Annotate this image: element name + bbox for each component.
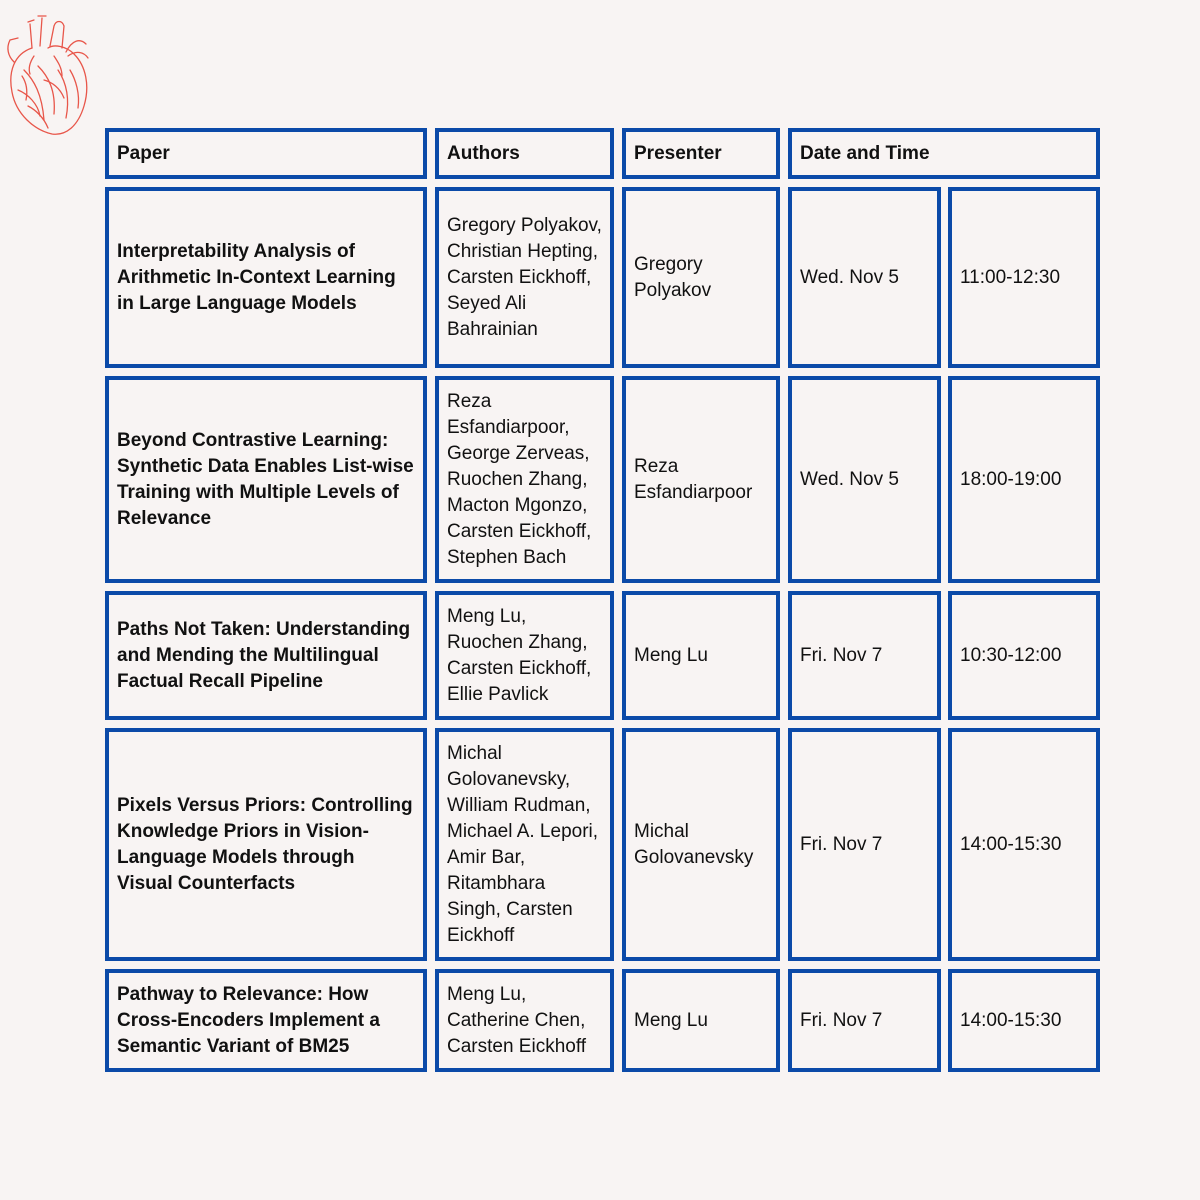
row4-authors: Michal Golovanevsky, William Rudman, Michael A. Lepori, Amir Bar, Ritambhara Singh, Carsten Eickhoff <box>435 728 614 961</box>
header-presenter: Presenter <box>622 128 780 179</box>
row1-date: Wed. Nov 5 <box>788 187 941 368</box>
row4-time: 14:00-15:30 <box>948 728 1100 961</box>
anatomical-heart-icon <box>4 10 90 136</box>
row2-authors: Reza Esfandiarpoor, George Zerveas, Ruochen Zhang, Macton Mgonzo, Carsten Eickhoff, Stephen Bach <box>435 376 614 583</box>
row1-time: 11:00-12:30 <box>948 187 1100 368</box>
row3-paper: Paths Not Taken: Understanding and Mending the Multilingual Factual Recall Pipeline <box>105 591 427 720</box>
row2-presenter: Reza Esfandiarpoor <box>622 376 780 583</box>
row5-date: Fri. Nov 7 <box>788 969 941 1072</box>
row1-paper: Interpretability Analysis of Arithmetic In-Context Learning in Large Language Models <box>105 187 427 368</box>
row5-time: 14:00-15:30 <box>948 969 1100 1072</box>
row4-paper: Pixels Versus Priors: Controlling Knowledge Priors in Vision-Language Models through Visual Counterfacts <box>105 728 427 961</box>
row4-date: Fri. Nov 7 <box>788 728 941 961</box>
row2-time: 18:00-19:00 <box>948 376 1100 583</box>
header-paper: Paper <box>105 128 427 179</box>
row5-presenter: Meng Lu <box>622 969 780 1072</box>
row1-presenter: Gregory Polyakov <box>622 187 780 368</box>
header-authors: Authors <box>435 128 614 179</box>
row3-presenter: Meng Lu <box>622 591 780 720</box>
row3-date: Fri. Nov 7 <box>788 591 941 720</box>
row3-time: 10:30-12:00 <box>948 591 1100 720</box>
row1-authors: Gregory Polyakov, Christian Hepting, Carsten Eickhoff, Seyed Ali Bahrainian <box>435 187 614 368</box>
row5-authors: Meng Lu, Catherine Chen, Carsten Eickhoff <box>435 969 614 1072</box>
row3-authors: Meng Lu, Ruochen Zhang, Carsten Eickhoff, Ellie Pavlick <box>435 591 614 720</box>
row5-paper: Pathway to Relevance: How Cross-Encoders Implement a Semantic Variant of BM25 <box>105 969 427 1072</box>
header-date-time: Date and Time <box>788 128 1100 179</box>
row2-date: Wed. Nov 5 <box>788 376 941 583</box>
row2-paper: Beyond Contrastive Learning: Synthetic Data Enables List-wise Training with Multiple Levels of Relevance <box>105 376 427 583</box>
row4-presenter: Michal Golovanevsky <box>622 728 780 961</box>
